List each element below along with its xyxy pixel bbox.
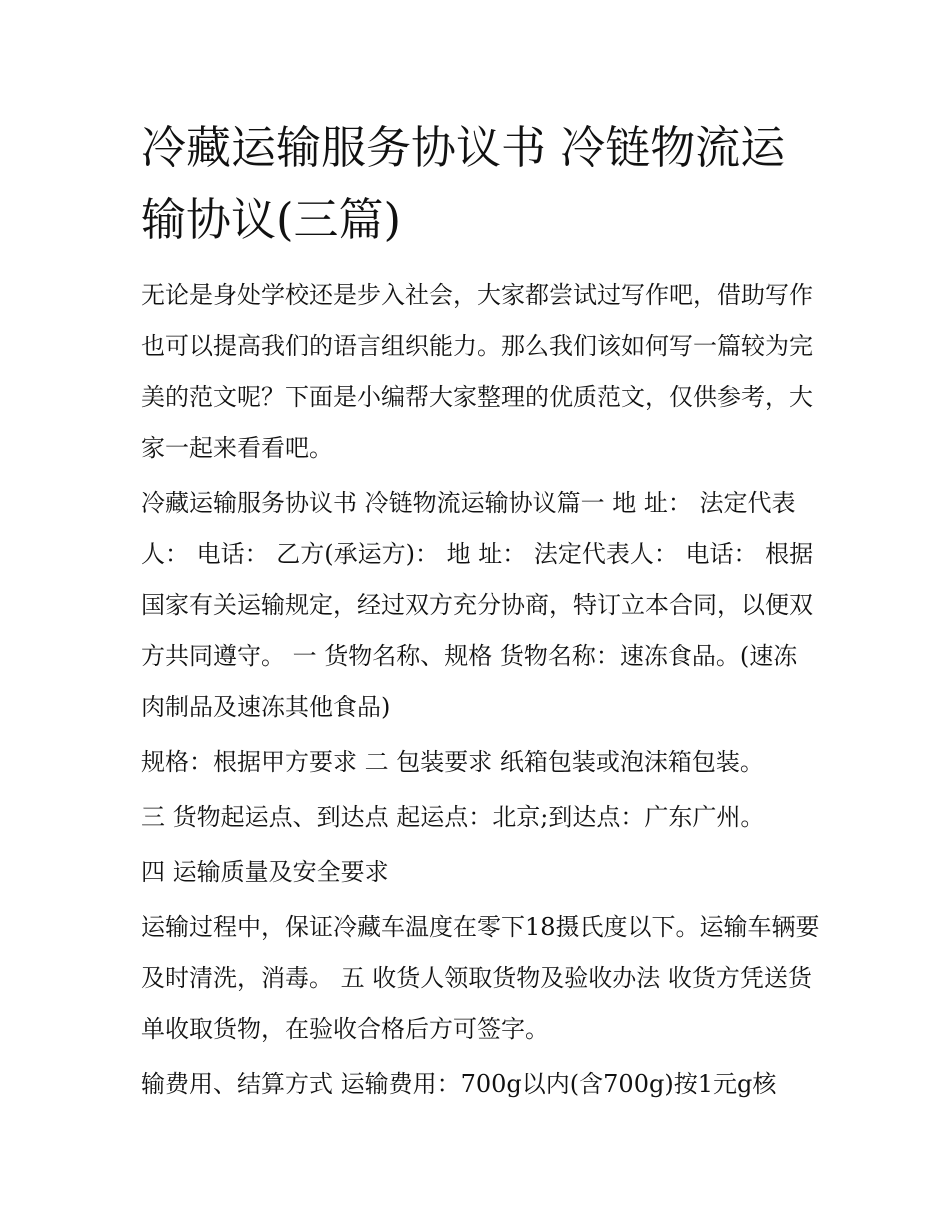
- paragraph-origin-destination: 三 货物起运点、到达点 起运点：北京;到达点：广东广州。: [141, 803, 765, 831]
- paragraph-quality-details: 运输过程中，保证冷藏车温度在零下18摄氏度以下。运输车辆要及时清洗，消毒。 五 收货人领取货物及验收办法 收货方凭送货单收取货物，在验收合格后方可签字。: [141, 913, 820, 1043]
- document-body: [141, 112, 821, 1114]
- paragraph-packaging: 规格：根据甲方要求 二 包装要求 纸箱包装或泡沫箱包装。: [141, 748, 764, 776]
- paragraph-parties-and-goods: 冷藏运输服务协议书 冷链物流运输协议篇一 地 址： 法定代表人： 电话： 乙方(承运方)： 地 址： 法定代表人： 电话： 根据国家有关运输规定，经过双方充分协商，特订立本合同，以便双方共同遵守。 一 货物名称、规格 货物名称：速冻食品。(速冻肉制品及速冻其他食品): [141, 489, 814, 721]
- paragraph-quality-heading: 四 运输质量及安全要求: [141, 858, 389, 886]
- paragraph-fees: 输费用、结算方式 运输费用：700g以内(含700g)按1元g核: [141, 1070, 777, 1098]
- paragraph-intro: 无论是身处学校还是步入社会，大家都尝试过写作吧，借助写作也可以提高我们的语言组织能力。那么我们该如何写一篇较为完美的范文呢？下面是小编帮大家整理的优质范文，仅供参考，大家一起来看看吧。: [141, 281, 813, 462]
- document-title: 冷藏运输服务协议书 冷链物流运输协议(三篇): [141, 121, 786, 246]
